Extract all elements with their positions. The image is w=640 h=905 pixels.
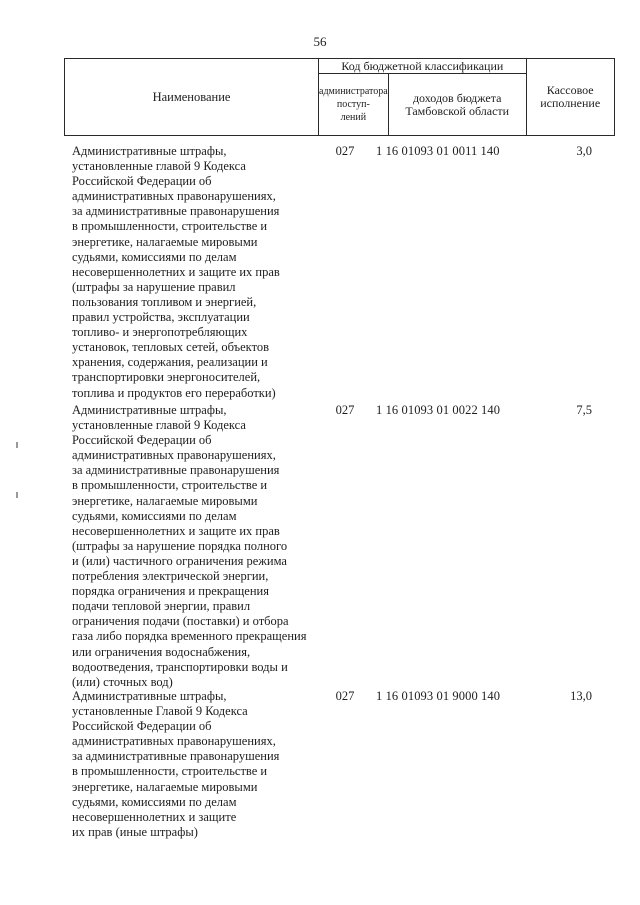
header-income: [388, 74, 526, 136]
row-admin-code: 027: [335, 689, 355, 703]
row-amount: 3,0: [576, 144, 592, 158]
header-cash-line: исполнение: [540, 96, 601, 110]
header-name: Наименование: [65, 59, 319, 136]
row-amount: 13,0: [570, 689, 592, 703]
scan-mark: [16, 492, 18, 498]
header-income-line: доходов бюджета: [412, 90, 502, 105]
row-admin-code: 027: [335, 144, 355, 158]
row-amount: 7,5: [576, 403, 592, 417]
header-admin: [319, 74, 389, 136]
header-cash-line: Кассовое: [546, 83, 594, 97]
row-income-code: 1 16 01093 01 0022 140: [376, 403, 501, 417]
row-name: Административные штрафы, установленные Главой 9 Кодекса Российской Федерации об административных правонарушениях, за административные правонарушения в промышленности, строительстве и энергетике, налагаемые мировыми судьями, комиссиями по делам несовершеннолетних и защите их прав (иные штрафы): [72, 689, 280, 839]
header-cash: [526, 59, 614, 136]
header-admin-line: поступ-: [336, 99, 370, 110]
row-name: Административные штрафы, установленные главой 9 Кодекса Российской Федерации об административных правонарушениях, за административные правонарушения в промышленности, строительстве и энергетике, налагаемые мировыми судьями, комиссиями по делам несовершеннолетних и защите их прав (штрафы за нарушение правил пользования топливом и энергией, правил устройства, эксплуатации топливо- и энергопотребляющих установок, тепловых сетей, объектов хранения, содержания, реализации и транспортировки энергоносителей, топлива и продуктов его переработки): [72, 144, 280, 400]
scan-mark: [16, 442, 18, 448]
row-admin-code: 027: [335, 403, 355, 417]
header-admin-line: лений: [340, 112, 367, 123]
page-number: 56: [313, 34, 327, 49]
row-income-code: 1 16 01093 01 9000 140: [376, 689, 501, 703]
row-income-code: 1 16 01093 01 0011 140: [376, 144, 500, 158]
header-income-line: Тамбовской области: [405, 103, 510, 118]
header-admin-line: администратора: [319, 86, 388, 97]
header-code-group: Код бюджетной классификации: [319, 59, 527, 74]
table-header: [64, 58, 615, 136]
row-name: Административные штрафы, установленные главой 9 Кодекса Российской Федерации об административных правонарушениях, за административные правонарушения в промышленности, строительстве и энергетике, налагаемые мировыми судьями, комиссиями по делам несовершеннолетних и защите их прав (штрафы за нарушение порядка полного и (или) частичного ограничения режима потребления электрической энергии, порядка ограничения и прекращения подачи тепловой энергии, правил ограничения подачи (поставки) и отбора газа либо порядка временного прекращения или ограничения водоснабжения, водоотведения, транспортировки воды и (или) сточных вод): [72, 403, 307, 689]
